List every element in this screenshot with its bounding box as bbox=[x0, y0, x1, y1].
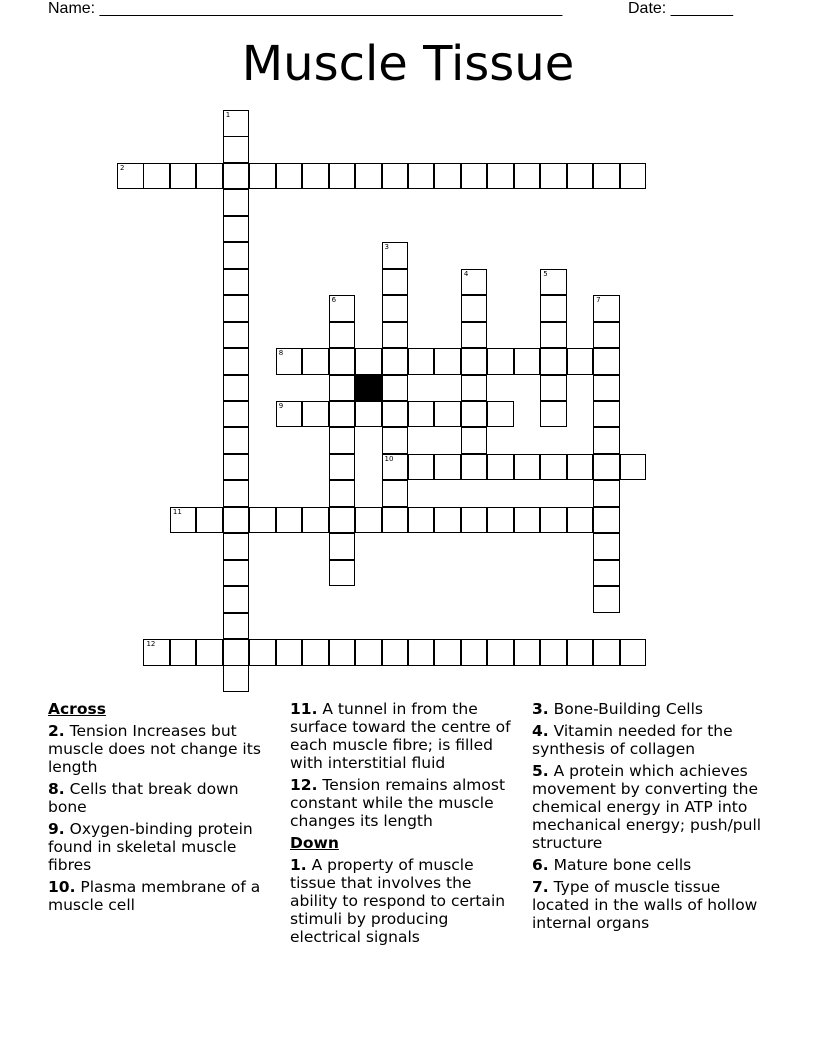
grid-cell[interactable] bbox=[223, 348, 250, 375]
grid-cell[interactable] bbox=[276, 507, 303, 534]
clue-number: 8 bbox=[278, 349, 284, 358]
clue-number: 10 bbox=[384, 454, 394, 463]
grid-cell[interactable] bbox=[355, 163, 382, 190]
grid-cell[interactable] bbox=[276, 348, 303, 375]
grid-cell[interactable] bbox=[382, 480, 409, 507]
grid-cell[interactable] bbox=[514, 639, 541, 666]
clue-across-10: 10. Plasma membrane of a muscle cell bbox=[48, 878, 261, 914]
clue-number: 2 bbox=[120, 163, 125, 172]
grid-cell[interactable] bbox=[223, 163, 250, 190]
grid-cell[interactable] bbox=[329, 163, 356, 190]
grid-cell[interactable] bbox=[461, 295, 488, 322]
grid-cell[interactable] bbox=[514, 163, 541, 190]
grid-cell[interactable] bbox=[170, 507, 197, 534]
grid-cell[interactable] bbox=[143, 639, 170, 666]
grid-cell[interactable] bbox=[382, 242, 409, 269]
grid-cell[interactable] bbox=[355, 639, 382, 666]
grid-cell[interactable] bbox=[382, 507, 409, 534]
date-label: Date: bbox=[628, 0, 667, 17]
grid-cell[interactable] bbox=[593, 560, 620, 587]
grid-cell[interactable] bbox=[223, 242, 250, 269]
grid-cell[interactable] bbox=[408, 454, 435, 481]
clue-down-7: 7. Type of muscle tissue located in the walls of hollow internal organs bbox=[532, 878, 758, 932]
grid-cell[interactable] bbox=[382, 639, 409, 666]
grid-cell[interactable] bbox=[249, 163, 276, 190]
grid-cell[interactable] bbox=[540, 269, 567, 296]
grid-cell[interactable] bbox=[382, 295, 409, 322]
grid-cell[interactable] bbox=[329, 348, 356, 375]
page-title: Muscle Tissue bbox=[241, 36, 575, 92]
grid-cell[interactable] bbox=[408, 401, 435, 428]
grid-cell[interactable] bbox=[382, 401, 409, 428]
grid-cell[interactable] bbox=[355, 348, 382, 375]
grid-cell[interactable] bbox=[540, 375, 567, 402]
grid-cell[interactable] bbox=[223, 110, 250, 137]
grid-cell[interactable] bbox=[461, 322, 488, 349]
grid-cell[interactable] bbox=[249, 639, 276, 666]
clue-column-3 bbox=[532, 700, 764, 936]
clue-across-12: 12. Tension remains almost constant while the muscle changes its length bbox=[290, 776, 506, 830]
clue-down-3: 3. Bone-Building Cells bbox=[532, 700, 703, 718]
clue-number: 9 bbox=[278, 401, 284, 410]
clue-number: 11 bbox=[172, 507, 182, 516]
clue-down-4: 4. Vitamin needed for the synthesis of collagen bbox=[532, 722, 733, 758]
grid-cell[interactable] bbox=[329, 295, 356, 322]
grid-cell[interactable] bbox=[223, 613, 250, 640]
grid-cell[interactable] bbox=[593, 427, 620, 454]
grid-cell[interactable] bbox=[461, 269, 488, 296]
clue-number: 12 bbox=[146, 640, 156, 648]
clue-down-5: 5. A protein which achieves movement by converting the chemical energy in ATP into mechanical energy; push/pull structure bbox=[532, 762, 762, 852]
grid-cell[interactable] bbox=[196, 507, 223, 534]
grid-cell[interactable] bbox=[593, 639, 620, 666]
grid-cell[interactable] bbox=[540, 507, 567, 534]
grid-cell[interactable] bbox=[329, 533, 356, 560]
grid-cell[interactable] bbox=[355, 401, 382, 428]
grid-cell[interactable] bbox=[593, 533, 620, 560]
grid-cell[interactable] bbox=[382, 322, 409, 349]
grid-cell[interactable] bbox=[461, 454, 488, 481]
grid-cell[interactable] bbox=[223, 480, 250, 507]
grid-cell[interactable] bbox=[540, 454, 567, 481]
grid-cell[interactable] bbox=[329, 427, 356, 454]
grid-cell[interactable] bbox=[329, 507, 356, 534]
grid-cell[interactable] bbox=[434, 163, 461, 190]
grid-cell[interactable] bbox=[329, 639, 356, 666]
grid-cell[interactable] bbox=[593, 454, 620, 481]
grid-cell[interactable] bbox=[249, 507, 276, 534]
grid-cell[interactable] bbox=[567, 454, 594, 481]
grid-cell[interactable] bbox=[223, 216, 250, 243]
grid-cell[interactable] bbox=[434, 401, 461, 428]
grid-cell[interactable] bbox=[487, 454, 514, 481]
grid-cell[interactable] bbox=[620, 639, 647, 666]
clue-column-2 bbox=[290, 700, 522, 950]
grid-cell[interactable] bbox=[487, 401, 514, 428]
grid-cell[interactable] bbox=[487, 348, 514, 375]
name-label: Name: bbox=[48, 0, 96, 17]
grid-cell[interactable] bbox=[461, 639, 488, 666]
date-blank[interactable]: _______ bbox=[670, 0, 733, 17]
grid-cell[interactable] bbox=[223, 507, 250, 534]
clue-number: 5 bbox=[543, 269, 548, 278]
clue-number: 1 bbox=[225, 111, 231, 119]
grid-cell[interactable] bbox=[434, 454, 461, 481]
grid-cell[interactable] bbox=[593, 480, 620, 507]
grid-cell[interactable] bbox=[620, 163, 647, 190]
grid-cell[interactable] bbox=[355, 507, 382, 534]
grid-cell[interactable] bbox=[540, 401, 567, 428]
clue-across-11: 11. A tunnel in from the surface toward the centre of each muscle fibre; is filled with interstitial fluid bbox=[290, 700, 511, 772]
grid-cell[interactable] bbox=[567, 163, 594, 190]
grid-cell[interactable] bbox=[382, 348, 409, 375]
grid-cell[interactable] bbox=[223, 322, 250, 349]
grid-cell[interactable] bbox=[593, 507, 620, 534]
grid-cell[interactable] bbox=[196, 163, 223, 190]
grid-cell[interactable] bbox=[223, 586, 250, 613]
grid-cell[interactable] bbox=[593, 163, 620, 190]
grid-cell[interactable] bbox=[223, 136, 250, 163]
clue-across-9: 9. Oxygen-binding protein found in skeletal muscle fibres bbox=[48, 820, 253, 874]
clue-number: 6 bbox=[331, 296, 337, 305]
grid-cell[interactable] bbox=[593, 375, 620, 402]
grid-cell[interactable] bbox=[461, 163, 488, 190]
grid-cell[interactable] bbox=[408, 163, 435, 190]
grid-cell[interactable] bbox=[329, 375, 356, 402]
grid-cell[interactable] bbox=[276, 639, 303, 666]
grid-cell[interactable] bbox=[593, 295, 620, 322]
grid-cell[interactable] bbox=[540, 639, 567, 666]
grid-cell[interactable] bbox=[329, 401, 356, 428]
grid-cell[interactable] bbox=[382, 163, 409, 190]
grid-cell[interactable] bbox=[382, 375, 409, 402]
grid-cell[interactable] bbox=[223, 269, 250, 296]
down-heading: Down bbox=[290, 834, 339, 852]
grid-cell[interactable] bbox=[567, 507, 594, 534]
grid-cell[interactable] bbox=[382, 454, 409, 481]
grid-cell[interactable] bbox=[329, 560, 356, 587]
clue-across-8: 8. Cells that break down bone bbox=[48, 780, 239, 816]
clue-number: 3 bbox=[384, 243, 389, 252]
across-heading: Across bbox=[48, 700, 106, 718]
clue-across-2: 2. Tension Increases but muscle does not change its length bbox=[48, 722, 261, 776]
grid-cell[interactable] bbox=[302, 163, 329, 190]
clue-down-1: 1. A property of muscle tissue that involves the ability to respond to certain stimuli by producing electrical signals bbox=[290, 856, 506, 946]
grid-cell[interactable] bbox=[461, 348, 488, 375]
clue-column-1 bbox=[48, 700, 280, 918]
grid-cell[interactable] bbox=[223, 665, 250, 692]
grid-cell[interactable] bbox=[540, 295, 567, 322]
grid-cell[interactable] bbox=[329, 454, 356, 481]
grid-cell[interactable] bbox=[276, 401, 303, 428]
grid-cell[interactable] bbox=[302, 507, 329, 534]
grid-cell[interactable] bbox=[514, 454, 541, 481]
grid-cell[interactable] bbox=[408, 348, 435, 375]
grid-cell[interactable] bbox=[593, 401, 620, 428]
grid-cell[interactable] bbox=[567, 348, 594, 375]
grid-cell[interactable] bbox=[223, 295, 250, 322]
grid-cell[interactable] bbox=[593, 348, 620, 375]
grid-cell[interactable] bbox=[434, 348, 461, 375]
grid-cell[interactable] bbox=[302, 348, 329, 375]
grid-cell[interactable] bbox=[196, 639, 223, 666]
grid-cell[interactable] bbox=[223, 427, 250, 454]
grid-cell[interactable] bbox=[461, 427, 488, 454]
grid-cell[interactable] bbox=[567, 639, 594, 666]
grid-cell[interactable] bbox=[223, 639, 250, 666]
grid-cell[interactable] bbox=[514, 348, 541, 375]
grid-cell[interactable] bbox=[408, 507, 435, 534]
grid-cell[interactable] bbox=[540, 163, 567, 190]
grid-cell[interactable] bbox=[223, 533, 250, 560]
grid-cell[interactable] bbox=[170, 163, 197, 190]
grid-cell[interactable] bbox=[434, 507, 461, 534]
grid-cell[interactable] bbox=[382, 269, 409, 296]
grid-cell[interactable] bbox=[620, 454, 647, 481]
grid-cell[interactable] bbox=[302, 401, 329, 428]
grid-cell[interactable] bbox=[223, 375, 250, 402]
grid-cell[interactable] bbox=[408, 639, 435, 666]
grid-cell[interactable] bbox=[117, 163, 144, 190]
black-cell bbox=[355, 375, 382, 402]
grid-cell[interactable] bbox=[487, 507, 514, 534]
clue-number: 7 bbox=[596, 296, 601, 305]
grid-cell[interactable] bbox=[593, 322, 620, 349]
grid-cell[interactable] bbox=[540, 348, 567, 375]
grid-cell[interactable] bbox=[329, 322, 356, 349]
grid-cell[interactable] bbox=[461, 375, 488, 402]
grid-cell[interactable] bbox=[382, 427, 409, 454]
grid-cell[interactable] bbox=[329, 480, 356, 507]
grid-cell[interactable] bbox=[302, 639, 329, 666]
clue-number: 4 bbox=[463, 269, 469, 278]
grid-cell[interactable] bbox=[276, 163, 303, 190]
grid-cell[interactable] bbox=[223, 189, 250, 216]
clue-down-6: 6. Mature bone cells bbox=[532, 856, 692, 874]
grid-cell[interactable] bbox=[223, 401, 250, 428]
grid-cell[interactable] bbox=[170, 639, 197, 666]
grid-cell[interactable] bbox=[514, 507, 541, 534]
grid-cell[interactable] bbox=[540, 322, 567, 349]
grid-cell[interactable] bbox=[461, 401, 488, 428]
grid-cell[interactable] bbox=[223, 454, 250, 481]
grid-cell[interactable] bbox=[593, 586, 620, 613]
grid-cell[interactable] bbox=[487, 163, 514, 190]
name-blank[interactable]: ____________________________________________________ bbox=[99, 0, 563, 17]
grid-cell[interactable] bbox=[461, 507, 488, 534]
grid-cell[interactable] bbox=[143, 163, 170, 190]
grid-cell[interactable] bbox=[487, 639, 514, 666]
grid-cell[interactable] bbox=[223, 560, 250, 587]
grid-cell[interactable] bbox=[434, 639, 461, 666]
